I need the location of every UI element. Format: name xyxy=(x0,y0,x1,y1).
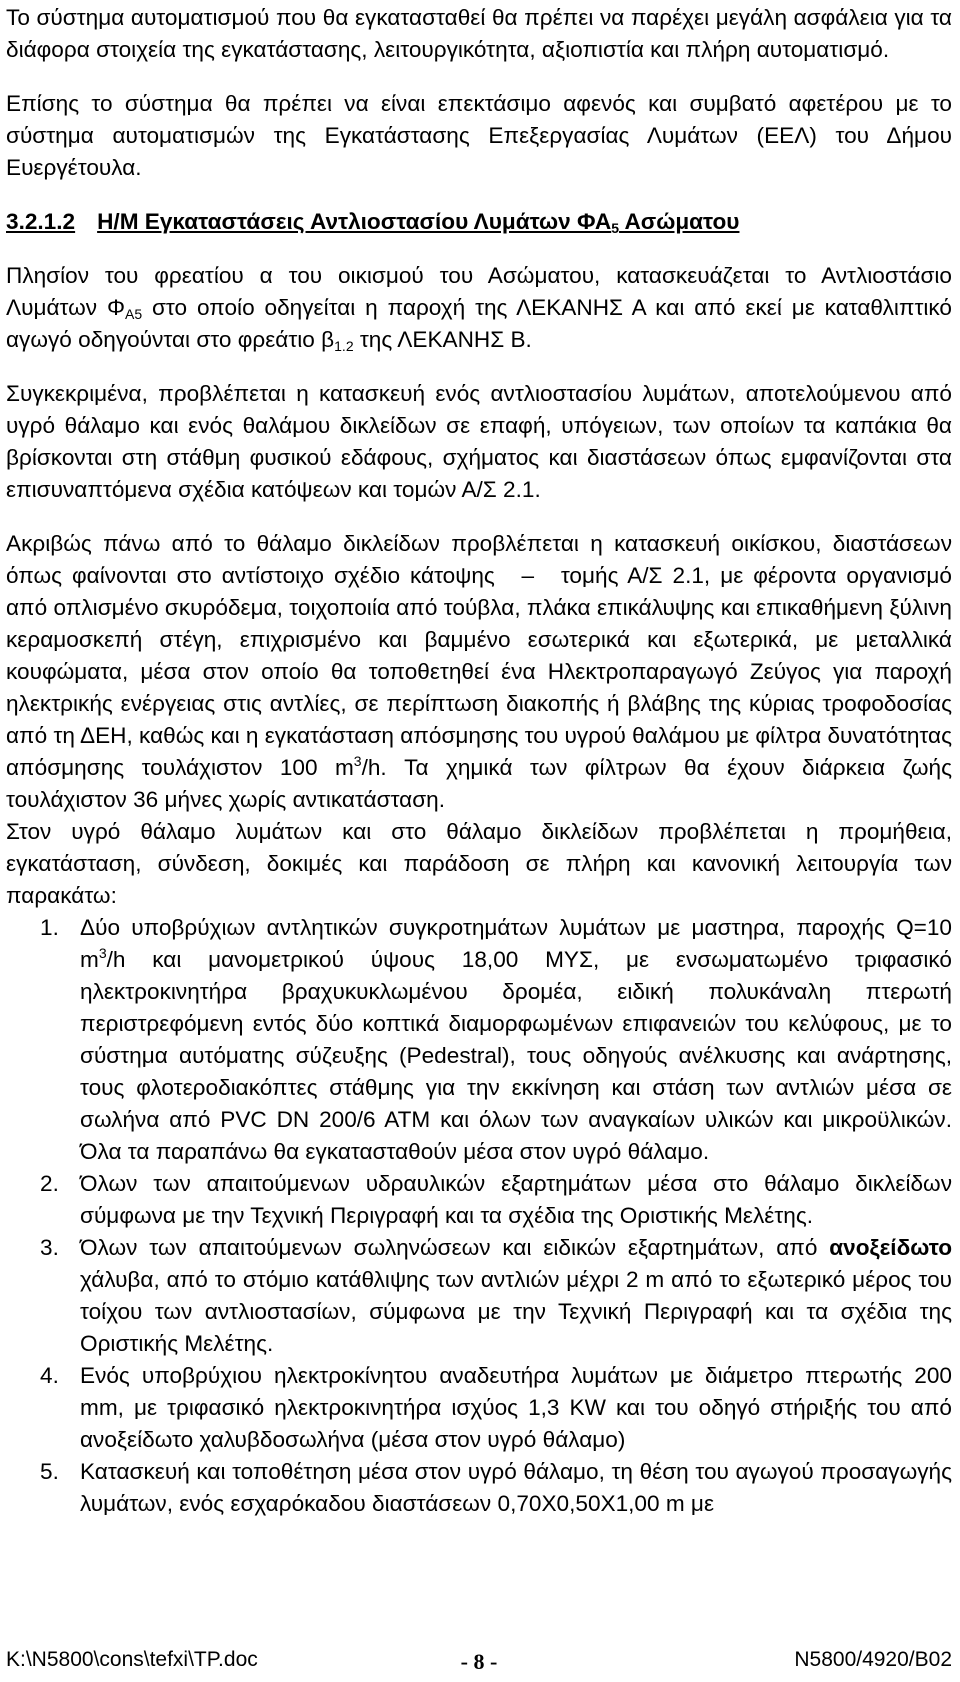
page-footer xyxy=(6,1645,952,1675)
p5-text-a: Ακριβώς πάνω από το θάλαμο δικλείδων προβλέπεται η κατασκευή οικίσκου, διαστάσεων όπως φαίνονται στο αντίστοιχο σχέδιο κάτοψης xyxy=(6,531,952,588)
p3-text-c: της ΛΕΚΑΝΗΣ Β. xyxy=(353,327,532,352)
p3-subscript-b12: 1.2 xyxy=(334,338,354,354)
paragraph-construction-description: Συγκεκριμένα, προβλέπεται η κατασκευή ενός αντλιοστασίου λυμάτων, αποτελούμενου από υγρό θάλαμο και ενός θαλάμου δικλείδων σε επαφή, υπόγειων, των οποίων τα καπάκια θα βρίσκονται στη στάθμη φυσικού εδάφους, σχήματος και διαστάσεων όπως εμφανίζονται στα επισυναπτόμενα σχέδια κατόψεων και τομών Α/Σ 2.1. xyxy=(6,381,952,502)
p3-text-a: Πλησίον του φρεατίου α του οικισμού του Ασώματου, κατασκευάζεται το Αντλιοστάσιο Λυμάτων Φ xyxy=(6,263,952,320)
section-title-subscript: 5 xyxy=(611,220,620,236)
footer-file-path: K:\N5800\cons\tefxi\TP.doc xyxy=(6,1648,258,1671)
document-page xyxy=(6,0,952,1520)
item3-text-b: χάλυβα, από το στόμιο κατάθλιψης των αντλιών μέχρι 2 m από το εξωτερικό μέρος του τοίχου των αντλιοστασίων, σύμφωνα με την Τεχνική Περιγραφή και τα σχέδια της Οριστικής Μελέτης. xyxy=(80,1267,952,1356)
section-heading xyxy=(6,206,952,238)
p3-text-b: στο οποίο οδηγείται η παροχή της ΛΕΚΑΝΗΣ Α και από εκεί με καταθλιπτικό αγωγό οδηγούνται στο φρεάτιο β xyxy=(6,295,953,352)
p5-text-c: /h. Τα χημικά των φίλτρων θα έχουν διάρκεια ζωής τουλάχιστον 36 μήνες χωρίς αντικατάσταση. xyxy=(6,755,952,812)
list-item xyxy=(6,1232,952,1360)
item3-text-a: Όλων των απαιτούμενων σωληνώσεων και ειδικών εξαρτημάτων, από xyxy=(80,1235,818,1260)
p5-dash: – xyxy=(521,563,535,588)
list-item xyxy=(6,1168,952,1232)
list-marker: 2. xyxy=(40,1171,59,1196)
item2-text: Όλων των απαιτούμενων υδραυλικών εξαρτημάτων μέσα στο θάλαμο δικλείδων σύμφωνα με την Τεχνική Περιγραφή και τα σχέδια της Οριστικής Μελέτης. xyxy=(80,1171,952,1228)
p5-text-b: τομής Α/Σ 2.1, με φέροντα οργανισμό από οπλισμένο σκυρόδεμα, τοιχοποιία από τούβλα, πλάκα επικάλυψης και επικαθήμενη ξύλινη κεραμοσκεπή στέγη, επιχρισμένο και βαμμένο εσωτερικά και εξωτερικά, με μεταλλικά κουφώματα, μέσα στον οποίο θα τοποθετηθεί ένα Ηλεκτροπαραγωγό Ζεύγος για παροχή ηλεκτρικής ενέργειας στις αντλίες, σε περίπτωση διακοπής ή βλάβης της κύριας τροφοδοσίας από τη ΔΕΗ, καθώς και η εγκατάσταση απόσμησης του υγρού θαλάμου με φίλτρα δυνατότητας απόσμησης τουλάχιστον 100 m xyxy=(6,563,952,780)
paragraph-automation-compatibility: Επίσης το σύστημα θα πρέπει να είναι επεκτάσιμο αφενός και συμβατό αφετέρου με το σύστημα αυτοματισμών της Εγκατάστασης Επεξεργασίας Λυμάτων (ΕΕΛ) του Δήμου Ευεργέτουλα. xyxy=(6,91,952,180)
section-title-part-a: Η/Μ Εγκαταστάσεις Αντλιοστασίου Λυμάτων ΦΑ xyxy=(97,209,612,234)
list-item xyxy=(6,912,952,1168)
list-marker: 4. xyxy=(40,1363,59,1388)
item5-text: Κατασκευή και τοποθέτηση μέσα στον υγρό θάλαμο, τη θέση του αγωγού προσαγωγής λυμάτων, ενός εσχαρόκαδου διαστάσεων 0,70Χ0,50Χ1,00 m με xyxy=(80,1459,952,1516)
section-number: 3.2.1.2 xyxy=(6,209,76,234)
item4-text: Ενός υποβρύχιου ηλεκτροκίνητου αναδευτήρα λυμάτων με διάμετρο πτερωτής 200 mm, με τριφασικό ηλεκτροκινητήρα ισχύος 1,3 KW και του οδηγό στήριξής του από ανοξείδωτο χαλυβδοσωλήνα (μέσα στον υγρό θάλαμο) xyxy=(80,1363,952,1452)
paragraph-kiosk-description xyxy=(6,528,952,816)
list-item xyxy=(6,1360,952,1456)
item1-superscript: 3 xyxy=(98,945,107,961)
item1-text-b: /h και μανομετρικού ύψους 18,00 ΜΥΣ, με ενσωματωμένο τριφασικό ηλεκτροκινητήρα βραχυκυκλωμένου δρομέα, ειδική πολυκάναλη πτερωτή περιστρεφόμενη εντός δύο κοπτικά διαμορφωμένων επιφανειών του κελύφους, με το σύστημα αυτόματης σύζευξης (Pedestral), τους οδηγούς ανέλκυσης και ανάρτησης, τους φλοτεροδιακόπτες στάθμης για την εκκίνηση και στάση των αντλιών μέσα σε σωλήνα από PVC DN 200/6 ATM και όλων των αναγκαίων υλικών και μικροϋλικών. Όλα τα παραπάνω θα εγκατασταθούν μέσα στον υγρό θάλαμο. xyxy=(80,947,952,1164)
paragraph-automation-safety: Το σύστημα αυτοματισμού που θα εγκατασταθεί θα πρέπει να παρέχει μεγάλη ασφάλεια για τα διάφορα στοιχεία της εγκατάστασης, λειτουργικότητα, αξιοπιστία και πλήρη αυτοματισμό. xyxy=(6,5,952,62)
equipment-list xyxy=(6,912,952,1520)
p5-superscript: 3 xyxy=(353,753,362,769)
footer-document-code: N5800/4920/B02 xyxy=(794,1648,952,1671)
p3-subscript-a5: Α5 xyxy=(124,306,143,322)
list-marker: 3. xyxy=(40,1235,59,1260)
paragraph-scope-intro: Στον υγρό θάλαμο λυμάτων και στο θάλαμο δικλείδων προβλέπεται η προμήθεια, εγκατάσταση, σύνδεση, δοκιμές και παράδοση σε πλήρη και κανονική λειτουργία των παρακάτω: xyxy=(6,819,952,908)
item3-bold-text: ανοξείδωτο xyxy=(829,1235,952,1260)
paragraph-pumping-station-location xyxy=(6,260,952,356)
list-marker: 5. xyxy=(40,1459,59,1484)
list-marker: 1. xyxy=(40,915,59,940)
footer-page-number: - 8 - xyxy=(460,1649,498,1674)
section-title-part-b: Ασώματου xyxy=(619,209,740,234)
list-item xyxy=(6,1456,952,1520)
item1-text-a: Δύο υποβρύχιων αντλητικών συγκροτημάτων λυμάτων με μαστηρα, παροχής Q=10 m xyxy=(80,915,952,972)
